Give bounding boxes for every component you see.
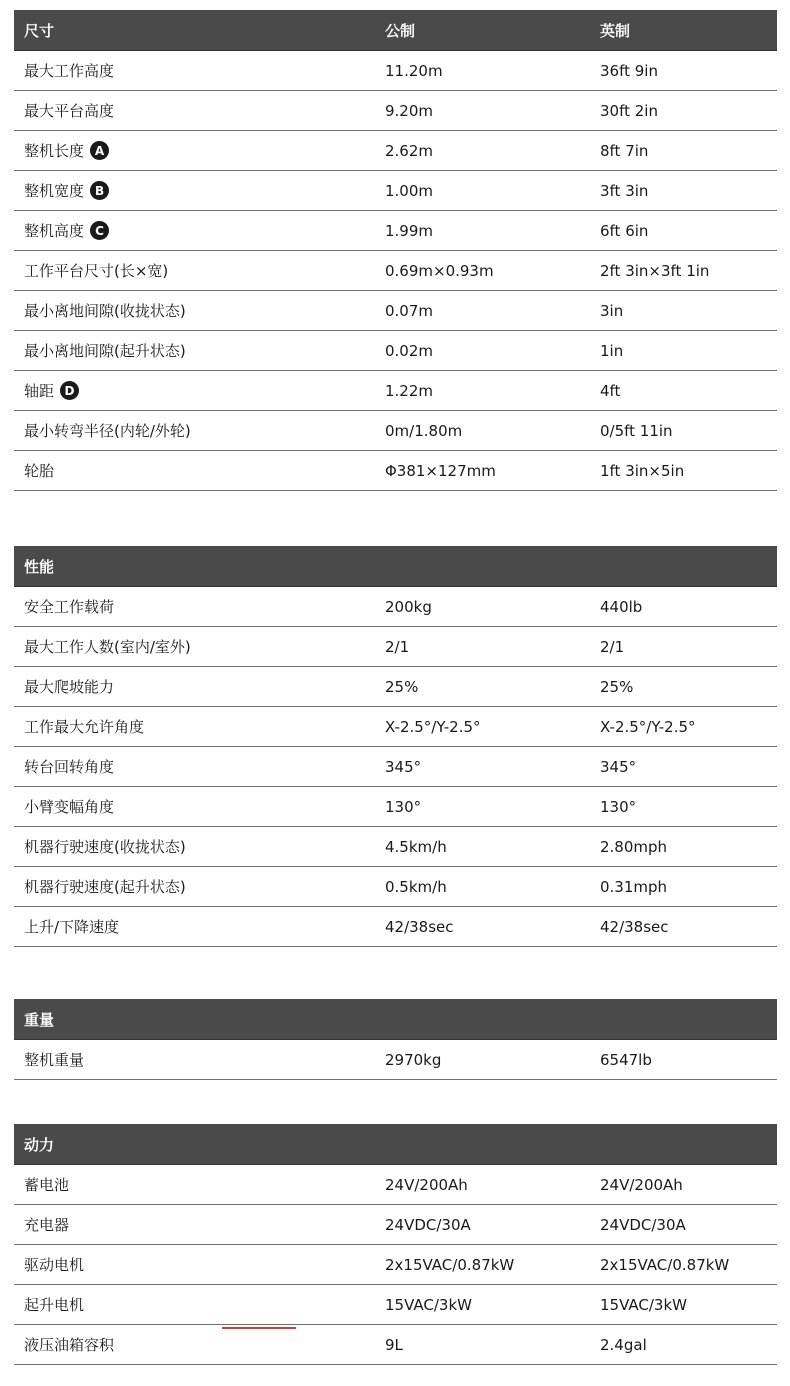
row-label: 轮胎 [24, 462, 55, 480]
table-row [14, 371, 777, 411]
row-label: 最大爬坡能力 [24, 678, 115, 696]
table-row [14, 251, 777, 291]
table-row [14, 1285, 777, 1325]
row-label-cell [14, 380, 385, 401]
imperial-value: 6547lb [600, 1050, 652, 1069]
section-dimensions [14, 10, 777, 491]
metric-value: 1.00m [385, 181, 434, 200]
row-label-cell [14, 60, 385, 81]
metric-value: 0.69m×0.93m [385, 261, 494, 280]
row-label: 整机长度 [24, 142, 85, 160]
row-label: 小臂变幅角度 [24, 798, 115, 816]
section-header [14, 546, 777, 587]
metric-value: 1.22m [385, 381, 434, 400]
row-label-cell [14, 716, 385, 737]
imperial-value: 2x15VAC/0.87kW [600, 1255, 730, 1274]
dimension-letter-badge: A [90, 141, 109, 160]
row-label-cell [14, 140, 385, 161]
section-power [14, 1124, 777, 1365]
table-row [14, 667, 777, 707]
imperial-value: 1ft 3in×5in [600, 461, 685, 480]
table-row [14, 787, 777, 827]
row-label-cell [14, 596, 385, 617]
table-row [14, 171, 777, 211]
metric-value: 1.99m [385, 221, 434, 240]
row-label-cell [14, 1174, 385, 1195]
table-row [14, 1165, 777, 1205]
row-label-cell [14, 1214, 385, 1235]
imperial-value: 24V/200Ah [600, 1175, 683, 1194]
row-label: 最小转弯半径(内轮/外轮) [24, 422, 191, 440]
row-label: 整机宽度 [24, 182, 85, 200]
table-row [14, 451, 777, 491]
red-underline-mark [222, 1327, 296, 1329]
imperial-value: 2/1 [600, 637, 625, 656]
row-label-cell [14, 676, 385, 697]
metric-value: 9L [385, 1335, 403, 1354]
section-header [14, 1124, 777, 1165]
row-label: 充电器 [24, 1216, 70, 1234]
section-header [14, 10, 777, 51]
table-row [14, 587, 777, 627]
metric-value: 4.5km/h [385, 837, 447, 856]
metric-value: 200kg [385, 597, 432, 616]
imperial-value: 3ft 3in [600, 181, 649, 200]
row-label-cell [14, 460, 385, 481]
row-label: 最大工作人数(室内/室外) [24, 638, 191, 656]
row-label: 驱动电机 [24, 1256, 85, 1274]
section-weight [14, 999, 777, 1080]
row-label-cell [14, 796, 385, 817]
section-header [14, 999, 777, 1040]
row-label-cell [14, 220, 385, 241]
row-label: 液压油箱容积 [24, 1336, 115, 1354]
table-row [14, 1205, 777, 1245]
metric-value: 2.62m [385, 141, 434, 160]
imperial-value: 2.80mph [600, 837, 668, 856]
imperial-value: X-2.5°/Y-2.5° [600, 717, 696, 736]
row-label: 工作最大允许角度 [24, 718, 145, 736]
dimension-letter-badge: B [90, 181, 109, 200]
imperial-value: 36ft 9in [600, 61, 658, 80]
table-row [14, 291, 777, 331]
table-row [14, 331, 777, 371]
metric-value: 24V/200Ah [385, 1175, 468, 1194]
metric-value: 24VDC/30A [385, 1215, 471, 1234]
row-label: 轴距 [24, 382, 55, 400]
table-row [14, 1040, 777, 1080]
imperial-value: 6ft 6in [600, 221, 649, 240]
table-row [14, 707, 777, 747]
metric-value: 0.5km/h [385, 877, 447, 896]
dimension-letter-badge: D [60, 381, 79, 400]
row-label: 最小离地间隙(起升状态) [24, 342, 186, 360]
imperial-value: 25% [600, 677, 634, 696]
imperial-value: 0/5ft 11in [600, 421, 673, 440]
table-row [14, 411, 777, 451]
table-row [14, 747, 777, 787]
metric-value: 9.20m [385, 101, 434, 120]
imperial-value: 2.4gal [600, 1335, 647, 1354]
metric-value: Φ381×127mm [385, 461, 496, 480]
imperial-value: 1in [600, 341, 624, 360]
metric-value: 11.20m [385, 61, 443, 80]
imperial-value: 2ft 3in×3ft 1in [600, 261, 710, 280]
row-label: 最大工作高度 [24, 62, 115, 80]
table-row [14, 91, 777, 131]
table-row [14, 131, 777, 171]
row-label: 蓄电池 [24, 1176, 70, 1194]
row-label: 安全工作载荷 [24, 598, 115, 616]
imperial-value: 345° [600, 757, 637, 776]
table-row [14, 827, 777, 867]
row-label-cell [14, 756, 385, 777]
metric-value: 25% [385, 677, 419, 696]
row-label-cell [14, 180, 385, 201]
dimension-letter-badge: C [90, 221, 109, 240]
row-label-cell [14, 916, 385, 937]
metric-value: 130° [385, 797, 422, 816]
imperial-value: 15VAC/3kW [600, 1295, 687, 1314]
header-metric: 公制 [385, 21, 416, 40]
metric-value: 0.07m [385, 301, 434, 320]
imperial-value: 0.31mph [600, 877, 668, 896]
header-name: 性能 [24, 557, 55, 576]
imperial-value: 30ft 2in [600, 101, 658, 120]
row-label: 起升电机 [24, 1296, 85, 1314]
row-label: 机器行驶速度(收拢状态) [24, 838, 186, 856]
row-label-cell [14, 1254, 385, 1275]
header-name: 动力 [24, 1135, 55, 1154]
imperial-value: 4ft [600, 381, 621, 400]
row-label-cell [14, 300, 385, 321]
table-row [14, 1245, 777, 1285]
row-label-cell [14, 1334, 385, 1355]
row-label-cell [14, 876, 385, 897]
imperial-value: 440lb [600, 597, 643, 616]
table-row [14, 51, 777, 91]
row-label-cell [14, 100, 385, 121]
imperial-value: 24VDC/30A [600, 1215, 686, 1234]
section-performance [14, 546, 777, 947]
row-label: 最小离地间隙(收拢状态) [24, 302, 186, 320]
row-label-cell [14, 1049, 385, 1070]
table-row [14, 907, 777, 947]
row-label: 整机高度 [24, 222, 85, 240]
imperial-value: 42/38sec [600, 917, 669, 936]
metric-value: 15VAC/3kW [385, 1295, 472, 1314]
row-label: 工作平台尺寸(长×宽) [24, 262, 169, 280]
metric-value: 2x15VAC/0.87kW [385, 1255, 515, 1274]
row-label: 机器行驶速度(起升状态) [24, 878, 186, 896]
row-label-cell [14, 1294, 385, 1315]
row-label: 整机重量 [24, 1051, 85, 1069]
table-row [14, 211, 777, 251]
row-label: 上升/下降速度 [24, 918, 120, 936]
metric-value: 345° [385, 757, 422, 776]
row-label: 最大平台高度 [24, 102, 115, 120]
imperial-value: 3in [600, 301, 624, 320]
table-row [14, 867, 777, 907]
imperial-value: 8ft 7in [600, 141, 649, 160]
row-label-cell [14, 420, 385, 441]
table-row [14, 627, 777, 667]
metric-value: 2/1 [385, 637, 410, 656]
header-name: 重量 [24, 1010, 55, 1029]
row-label: 转台回转角度 [24, 758, 115, 776]
row-label-cell [14, 260, 385, 281]
row-label-cell [14, 340, 385, 361]
metric-value: 0.02m [385, 341, 434, 360]
row-label-cell [14, 636, 385, 657]
metric-value: 0m/1.80m [385, 421, 463, 440]
metric-value: 2970kg [385, 1050, 442, 1069]
metric-value: X-2.5°/Y-2.5° [385, 717, 481, 736]
imperial-value: 130° [600, 797, 637, 816]
table-row [14, 1325, 777, 1365]
header-name: 尺寸 [24, 21, 55, 40]
header-imperial: 英制 [600, 21, 631, 40]
row-label-cell [14, 836, 385, 857]
metric-value: 42/38sec [385, 917, 454, 936]
